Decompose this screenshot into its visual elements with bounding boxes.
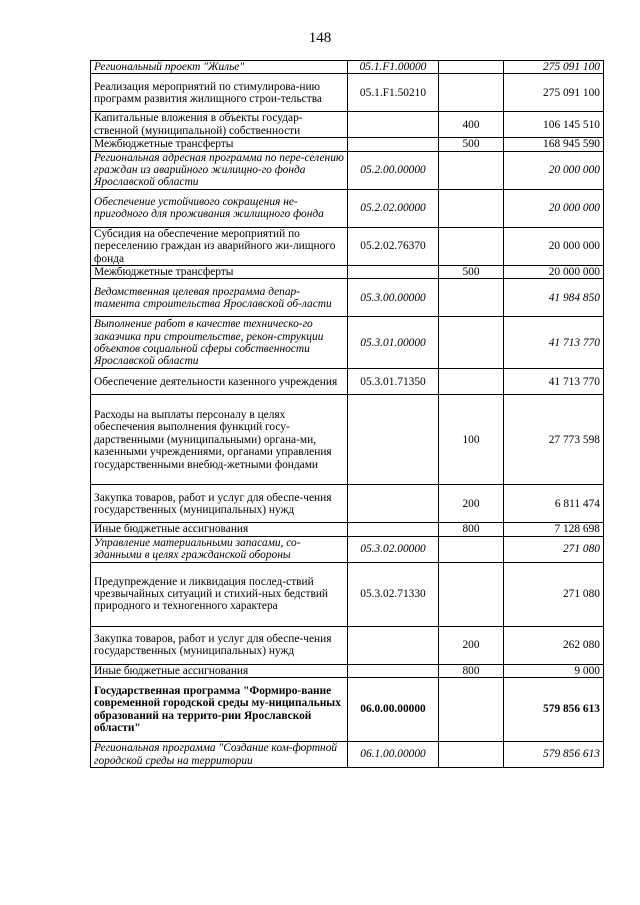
- row-code: 05.1.F1.50210: [348, 74, 439, 112]
- row-amount: 41 713 770: [504, 317, 604, 369]
- budget-table: [90, 60, 604, 768]
- row-code: [348, 523, 439, 536]
- table-row: [91, 395, 604, 485]
- row-name: Субсидия на обеспечение мероприятий по переселению граждан из аварийного жи-лищного фонда: [91, 227, 348, 265]
- row-amount: 6 811 474: [504, 485, 604, 523]
- table-row: [91, 138, 604, 151]
- row-name: Межбюджетные трансферты: [91, 138, 348, 151]
- row-name: Капитальные вложения в объекты государ-ственной (муниципальной) собственности: [91, 112, 348, 138]
- table-row: [91, 279, 604, 317]
- row-expense-type: [439, 61, 504, 74]
- table-row: [91, 369, 604, 395]
- row-expense-type: 800: [439, 523, 504, 536]
- row-code: 05.2.02.00000: [348, 189, 439, 227]
- row-amount: 41 984 850: [504, 279, 604, 317]
- row-name: Ведомственная целевая программа депар-тамента строительства Ярославской об-ласти: [91, 279, 348, 317]
- row-expense-type: [439, 279, 504, 317]
- row-expense-type: [439, 227, 504, 265]
- row-name: Государственная программа "Формиро-вание современной городской среды му-ниципальных образований на террито-рии Ярославской области": [91, 678, 348, 742]
- row-amount: 9 000: [504, 664, 604, 677]
- row-name: Закупка товаров, работ и услуг для обеспе-чения государственных (муниципальных) нужд: [91, 626, 348, 664]
- table-row: [91, 112, 604, 138]
- row-expense-type: [439, 317, 504, 369]
- table-row: [91, 536, 604, 562]
- row-expense-type: [439, 536, 504, 562]
- page-number: 148: [308, 30, 332, 46]
- table-row: [91, 485, 604, 523]
- row-expense-type: [439, 189, 504, 227]
- row-amount: 27 773 598: [504, 395, 604, 485]
- table-row: [91, 742, 604, 768]
- row-code: 06.1.00.00000: [348, 742, 439, 768]
- row-code: 05.2.02.76370: [348, 227, 439, 265]
- row-name: Региональная адресная программа по пере-селению граждан из аварийного жилищно-го фонда Ярославской области: [91, 151, 348, 189]
- row-code: [348, 138, 439, 151]
- row-amount: 271 080: [504, 536, 604, 562]
- row-name: Региональный проект "Жилье": [91, 61, 348, 74]
- row-name: Иные бюджетные ассигнования: [91, 664, 348, 677]
- row-expense-type: [439, 74, 504, 112]
- row-amount: 7 128 698: [504, 523, 604, 536]
- row-name: Предупреждение и ликвидация послед-ствий чрезвычайных ситуаций и стихий-ных бедствий природного и техногенного характера: [91, 562, 348, 626]
- table-row: [91, 227, 604, 265]
- row-amount: 579 856 613: [504, 742, 604, 768]
- row-code: 05.3.02.71330: [348, 562, 439, 626]
- row-name: Закупка товаров, работ и услуг для обеспе-чения государственных (муниципальных) нужд: [91, 485, 348, 523]
- row-name: Расходы на выплаты персоналу в целях обеспечения выполнения функций госу-дарственными (муниципальными) органа-ми, казенными учреждениями, органами управления государственными внебюд-жетными фондами: [91, 395, 348, 485]
- row-amount: 168 945 590: [504, 138, 604, 151]
- row-amount: 579 856 613: [504, 678, 604, 742]
- table-row: [91, 74, 604, 112]
- row-amount: 41 713 770: [504, 369, 604, 395]
- row-amount: 275 091 100: [504, 74, 604, 112]
- row-expense-type: 500: [439, 266, 504, 279]
- row-code: 05.3.01.71350: [348, 369, 439, 395]
- table-row: [91, 678, 604, 742]
- row-amount: 271 080: [504, 562, 604, 626]
- row-name: Выполнение работ в качестве техническо-го заказчика при строительстве, рекон-струкции объектов социальной сферы собственности Ярославской области: [91, 317, 348, 369]
- table-row: [91, 189, 604, 227]
- row-name: Реализация мероприятий по стимулирова-нию программ развития жилищного строи-тельства: [91, 74, 348, 112]
- row-expense-type: 100: [439, 395, 504, 485]
- row-amount: 20 000 000: [504, 266, 604, 279]
- row-expense-type: [439, 678, 504, 742]
- table-row: [91, 523, 604, 536]
- row-code: 05.1.F1.00000: [348, 61, 439, 74]
- row-amount: 20 000 000: [504, 189, 604, 227]
- row-code: 05.3.02.00000: [348, 536, 439, 562]
- budget-table-body: [91, 61, 604, 768]
- row-name: Обеспечение деятельности казенного учреждения: [91, 369, 348, 395]
- row-expense-type: 500: [439, 138, 504, 151]
- row-code: [348, 266, 439, 279]
- row-code: [348, 664, 439, 677]
- row-code: [348, 485, 439, 523]
- row-amount: 20 000 000: [504, 151, 604, 189]
- row-expense-type: 200: [439, 626, 504, 664]
- row-code: 05.2.00.00000: [348, 151, 439, 189]
- row-amount: 106 145 510: [504, 112, 604, 138]
- row-expense-type: [439, 151, 504, 189]
- table-row: [91, 626, 604, 664]
- row-code: 05.3.01.00000: [348, 317, 439, 369]
- row-expense-type: 400: [439, 112, 504, 138]
- row-amount: 275 091 100: [504, 61, 604, 74]
- row-expense-type: 800: [439, 664, 504, 677]
- table-row: [91, 151, 604, 189]
- row-expense-type: [439, 369, 504, 395]
- row-amount: 20 000 000: [504, 227, 604, 265]
- table-row: [91, 266, 604, 279]
- row-expense-type: [439, 562, 504, 626]
- row-code: [348, 626, 439, 664]
- table-row: [91, 562, 604, 626]
- row-name: Управление материальными запасами, со-зданными в целях гражданской обороны: [91, 536, 348, 562]
- row-code: 05.3.00.00000: [348, 279, 439, 317]
- row-name: Обеспечение устойчивого сокращения не-пригодного для проживания жилищного фонда: [91, 189, 348, 227]
- row-expense-type: [439, 742, 504, 768]
- row-name: Иные бюджетные ассигнования: [91, 523, 348, 536]
- table-row: [91, 317, 604, 369]
- row-code: [348, 395, 439, 485]
- row-expense-type: 200: [439, 485, 504, 523]
- row-code: [348, 112, 439, 138]
- row-name: Межбюджетные трансферты: [91, 266, 348, 279]
- row-code: 06.0.00.00000: [348, 678, 439, 742]
- table-row: [91, 664, 604, 677]
- table-row: [91, 61, 604, 74]
- row-amount: 262 080: [504, 626, 604, 664]
- row-name: Региональная программа "Создание ком-фортной городской среды на территории: [91, 742, 348, 768]
